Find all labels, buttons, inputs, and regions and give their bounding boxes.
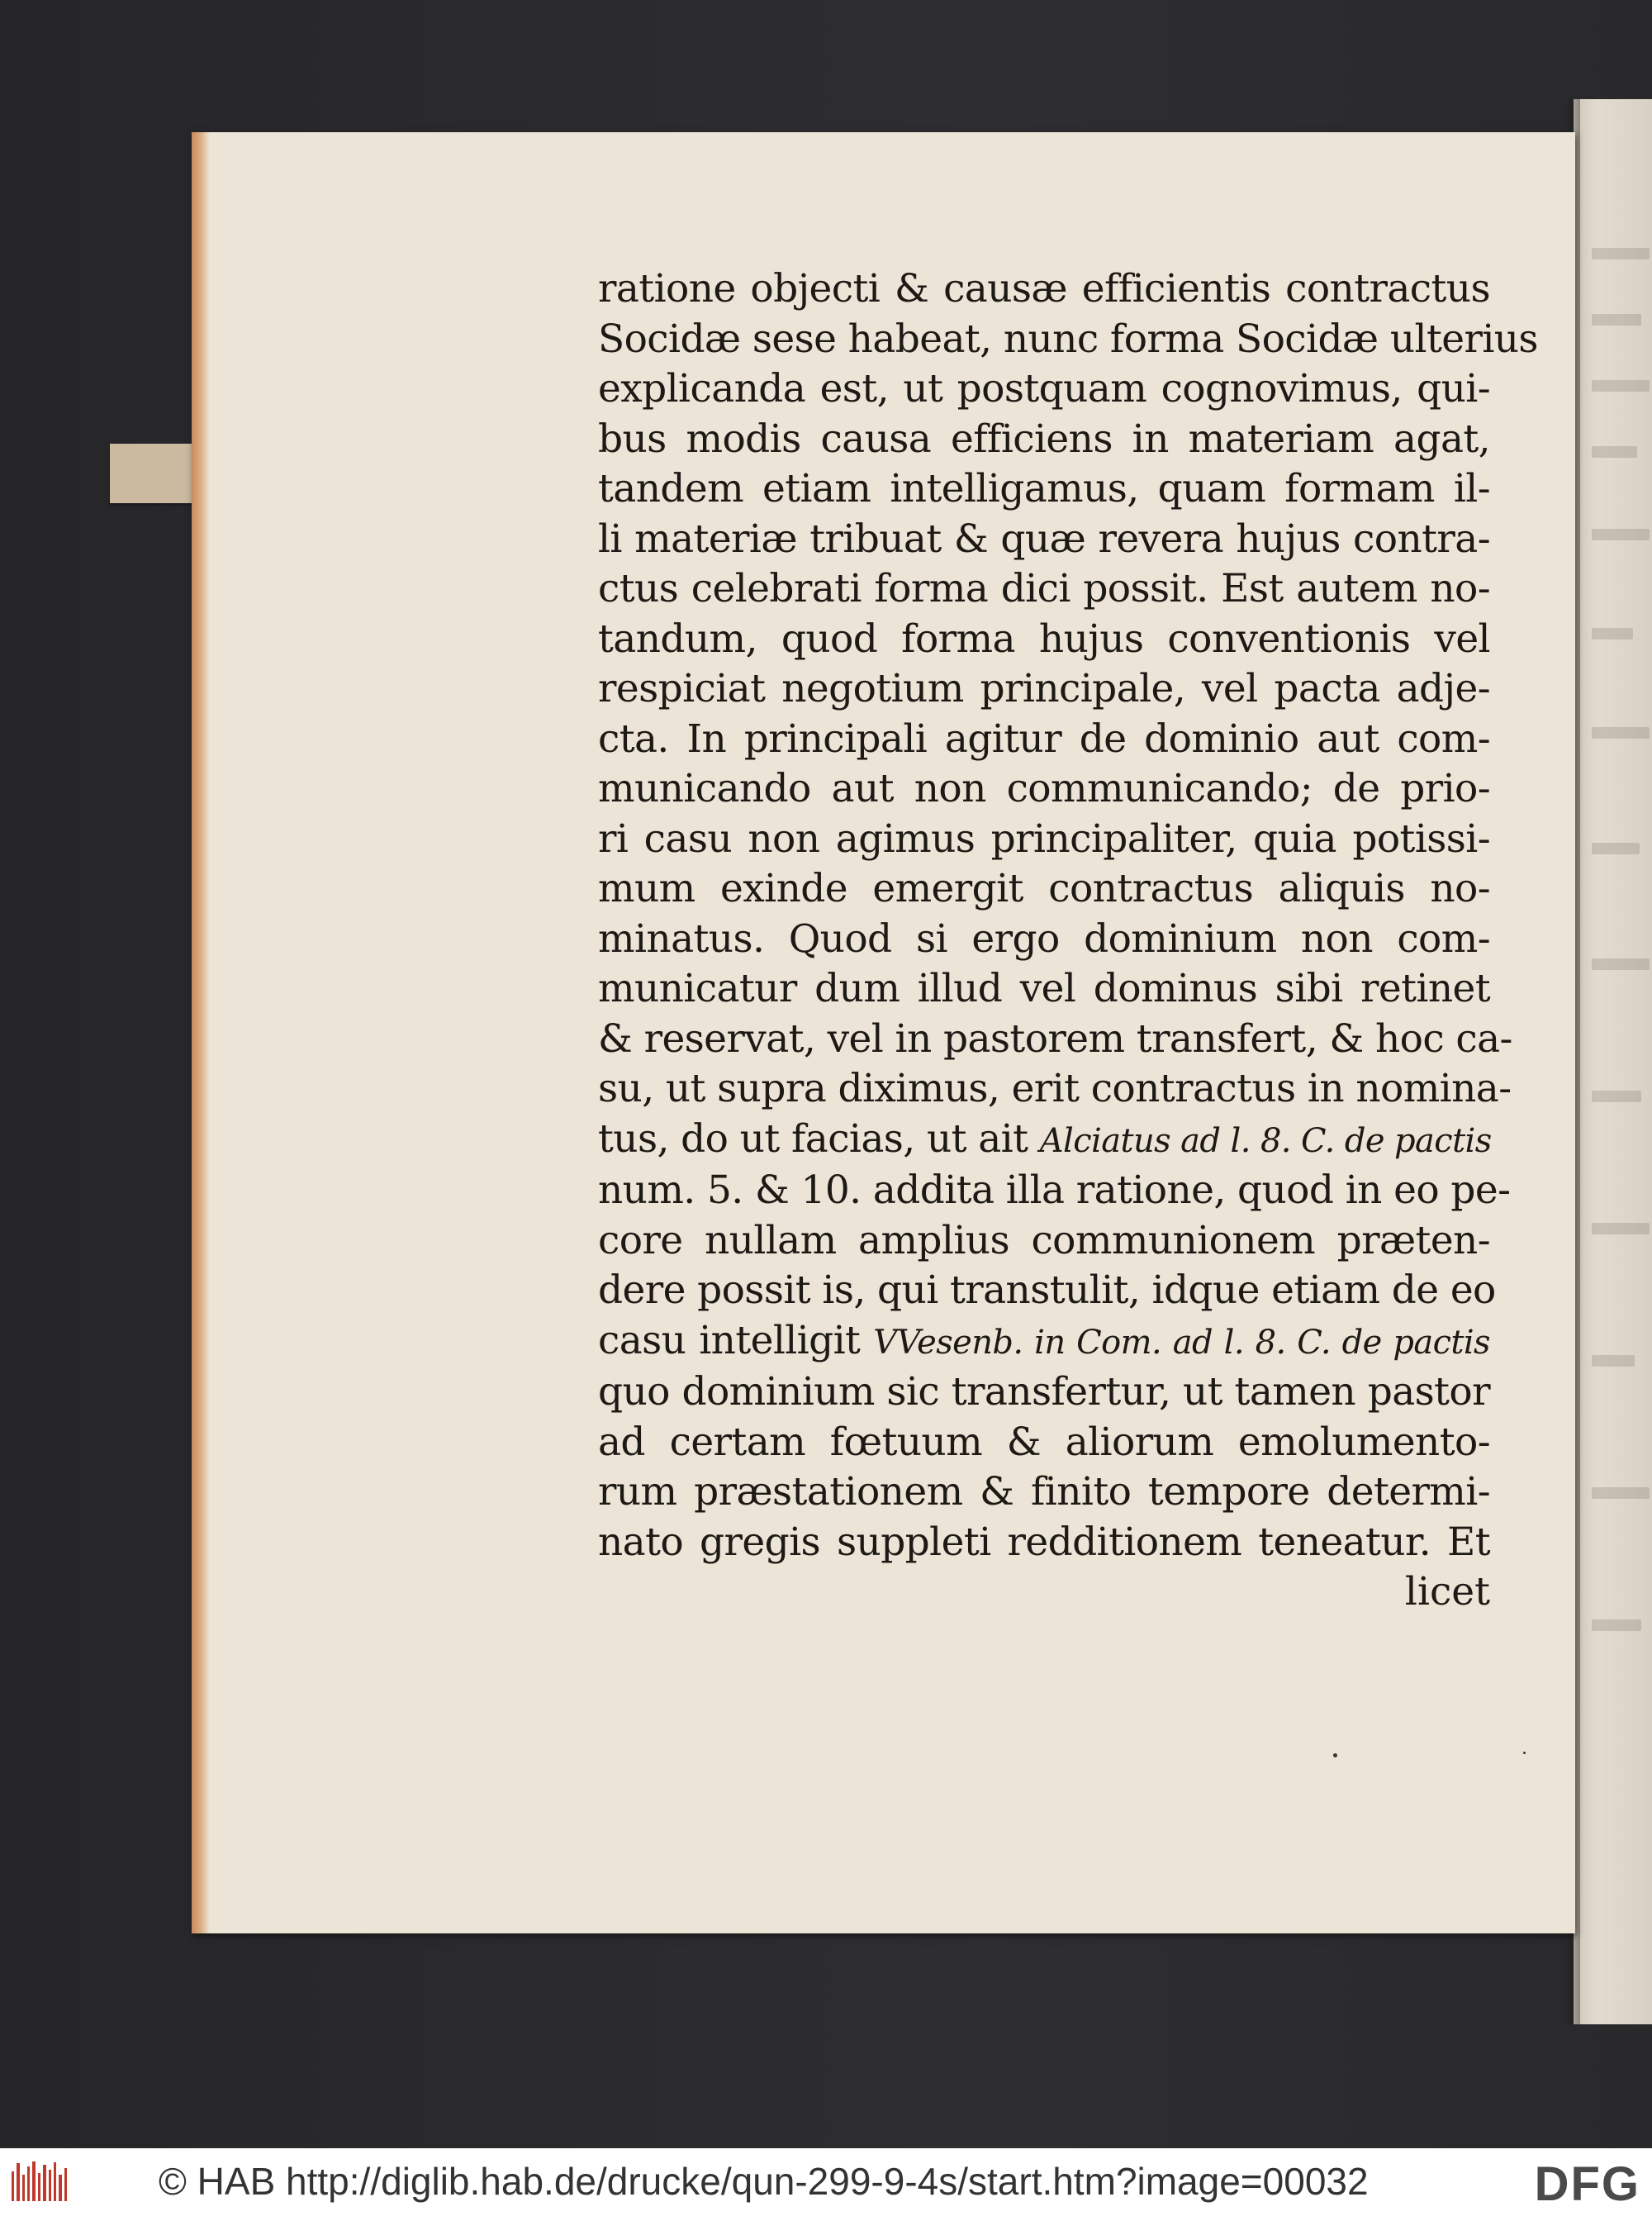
footer-bar	[0, 2148, 1652, 2216]
ink-speck	[1523, 1752, 1526, 1754]
text-line: mum exinde emergit contractus aliquis no-	[598, 866, 1490, 911]
text-line: tandum, quod forma hujus conventionis vel	[598, 616, 1490, 662]
paper-tab	[110, 444, 197, 503]
text-line: nato gregis suppleti redditionem teneatur. Et	[598, 1519, 1490, 1565]
text-line: & reservat, vel in pastorem transfert, & hoc ca-	[598, 1015, 1512, 1062]
catchword: licet	[1404, 1569, 1490, 1614]
dfg-logo: DFG	[1534, 2157, 1640, 2211]
text-line: ctus celebrati forma dici possit. Est autem no-	[598, 566, 1490, 611]
text-line: num. 5. & 10. addita illa ratione, quod in eo pe-	[598, 1167, 1511, 1213]
text-line: respiciat negotium principale, vel pacta adje-	[598, 666, 1490, 711]
text-line: ri casu non agimus principaliter, quia potissi-	[598, 816, 1490, 862]
text-line: explicanda est, ut postquam cognovimus, qui-	[598, 366, 1490, 411]
book-page	[192, 132, 1575, 1933]
text-line: Socidæ sese habeat, nunc forma Socidæ ulterius	[598, 316, 1538, 362]
text-line: dere possit is, qui transtulit, idque etiam de eo	[598, 1267, 1496, 1313]
text-line: minatus. Quod si ergo dominium non com-	[598, 915, 1490, 962]
text-line: ratione objecti & causæ efficientis contractus	[598, 266, 1490, 311]
text-line: municatur dum illud vel dominus sibi retinet	[598, 966, 1490, 1011]
adjacent-page-edge	[1574, 99, 1652, 2024]
text-line-with-citation	[598, 1115, 1490, 1167]
ink-speck	[1333, 1753, 1337, 1757]
text-line: su, ut supra diximus, erit contractus in nomina-	[598, 1066, 1512, 1111]
text-line: rum præstationem & finito tempore determi-	[598, 1469, 1490, 1515]
text-line: quo dominium sic transfertur, ut tamen pastor	[598, 1369, 1490, 1415]
text-line: ad certam fœtuum & aliorum emolumento-	[598, 1419, 1490, 1465]
copyright-url[interactable]: © HAB http://diglib.hab.de/drucke/qun-299-9-4s/start.htm?image=00032	[159, 2160, 1369, 2203]
barcode-icon	[10, 2160, 69, 2204]
text-line: municando aut non communicando; de prio-	[598, 766, 1490, 811]
citation: Alciatus ad l. 8. C. de pactis	[1039, 1121, 1492, 1160]
text-line-with-citation	[598, 1316, 1490, 1368]
text-segment: tus, do ut facias, ut ait	[598, 1115, 1028, 1162]
text-line: tandem etiam intelligamus, quam formam il-	[598, 466, 1490, 511]
citation: VVesenb. in Com. ad l. 8. C. de pactis	[873, 1323, 1490, 1362]
text-segment: casu intelligit	[598, 1317, 861, 1363]
text-line: cta. In principali agitur de dominio aut com-	[598, 716, 1490, 762]
page-text	[598, 264, 1538, 1617]
text-line: bus modis causa efficiens in materiam agat,	[598, 416, 1490, 462]
text-line: core nullam amplius communionem præten-	[598, 1217, 1490, 1263]
text-line: li materiæ tribuat & quæ revera hujus contra-	[598, 516, 1490, 562]
